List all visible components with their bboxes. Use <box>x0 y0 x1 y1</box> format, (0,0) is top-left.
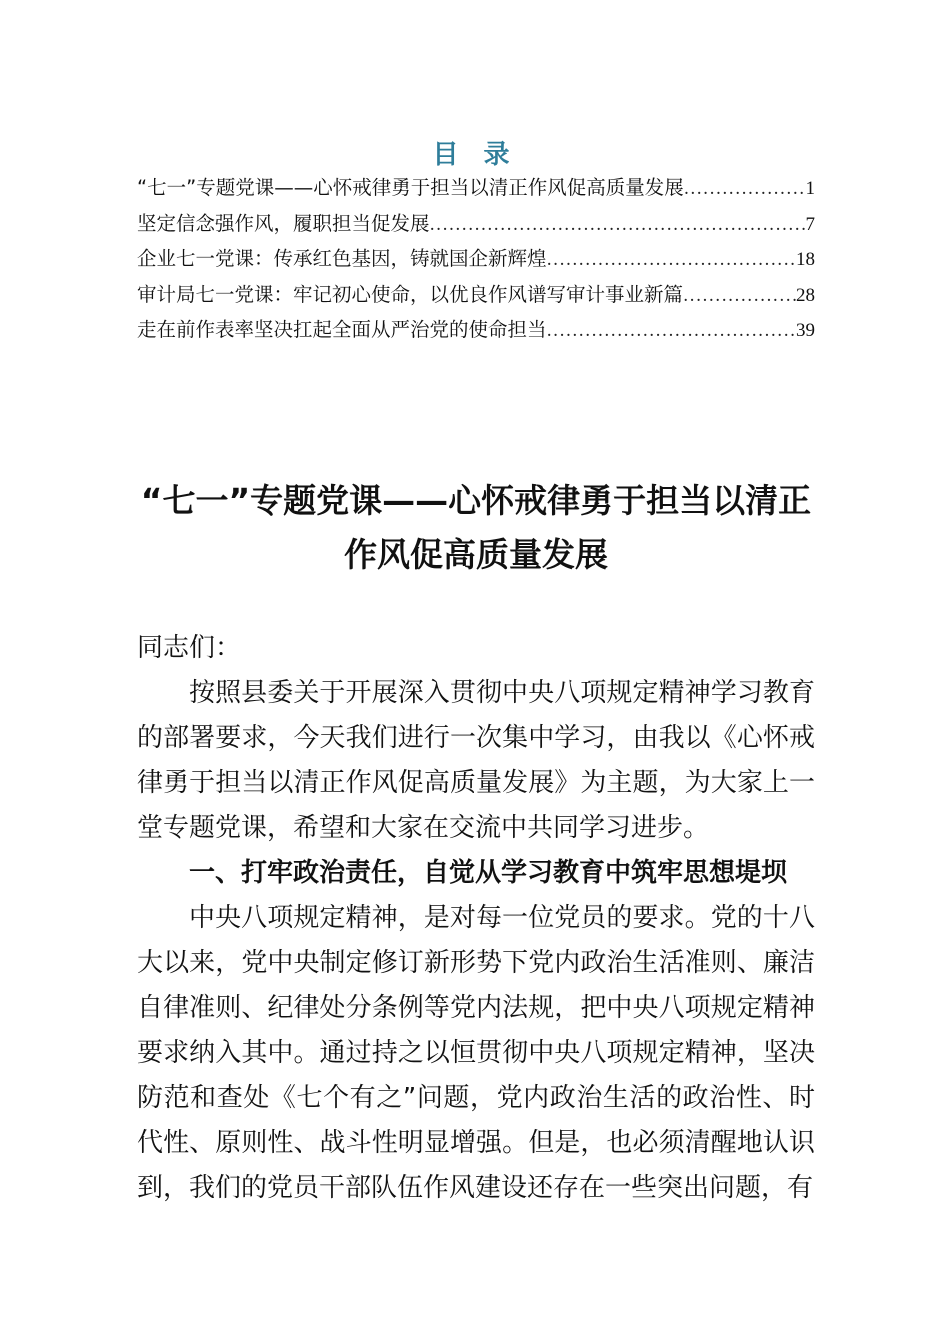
document-body <box>137 626 815 1211</box>
toc-entry[interactable] <box>137 243 815 279</box>
toc-entry-page: 39 <box>796 320 815 342</box>
toc-entry-text: “七一”专题党课——心怀戒律勇于担当以清正作风促高质量发展 <box>137 176 684 199</box>
toc-entry-text: 坚定信念强作风，履职担当促发展 <box>137 211 430 235</box>
toc-leader-dots <box>683 286 796 306</box>
toc-entry[interactable] <box>137 314 815 350</box>
toc-entry-page: 28 <box>796 284 815 306</box>
toc-entry-page: 1 <box>805 178 815 199</box>
table-of-contents <box>137 172 815 350</box>
section-heading: 一、打牢政治责任，自觉从学习教育中筑牢思想堤坝 <box>189 858 788 888</box>
document-title: “七一”专题党课——心怀戒律勇于担当以清正作风促高质量发展 <box>140 481 812 574</box>
toc-entry-page: 18 <box>796 249 815 271</box>
toc-entry[interactable] <box>137 208 815 244</box>
toc-leader-dots <box>684 179 806 199</box>
toc-leader-dots <box>547 250 796 270</box>
toc-entry[interactable] <box>137 279 815 315</box>
toc-entry-text: 企业七一党课：传承红色基因，铸就国企新辉煌 <box>137 247 547 271</box>
toc-entry[interactable] <box>137 172 815 208</box>
toc-entry-text: 走在前作表率坚决扛起全面从严治党的使命担当 <box>137 318 547 342</box>
greeting: 同志们： <box>137 633 242 663</box>
body-paragraph: 按照县委关于开展深入贯彻中央八项规定精神学习教育的部署要求，今天我们进行一次集中学习，由我以《心怀戒律勇于担当以清正作风促高质量发展》为主题，为大家上一堂专题党课，希望和大家在交流中共同学习进步。 <box>137 678 815 843</box>
body-paragraph: 中央八项规定精神，是对每一位党员的要求。党的十八大以来，党中央制定修订新形势下党内政治生活准则、廉洁自律准则、纪律处分条例等党内法规，把中央八项规定精神要求纳入其中。通过持之以恒贯彻中央八项规定精神，坚决防范和查处《七个有之”问题，党内政治生活的政治性、时代性、原则性、战斗性明显增强。但是，也必须清醒地认识到，我们的党员干部队伍作风建设还存在一些突出问题，有 <box>137 903 815 1203</box>
toc-entry-text: 审计局七一党课：牢记初心使命，以优良作风谱写审计事业新篇 <box>137 282 684 306</box>
toc-entry-page: 7 <box>805 213 815 235</box>
toc-title: 目 录 <box>432 140 518 170</box>
toc-leader-dots <box>430 215 806 235</box>
toc-leader-dots <box>547 321 796 341</box>
